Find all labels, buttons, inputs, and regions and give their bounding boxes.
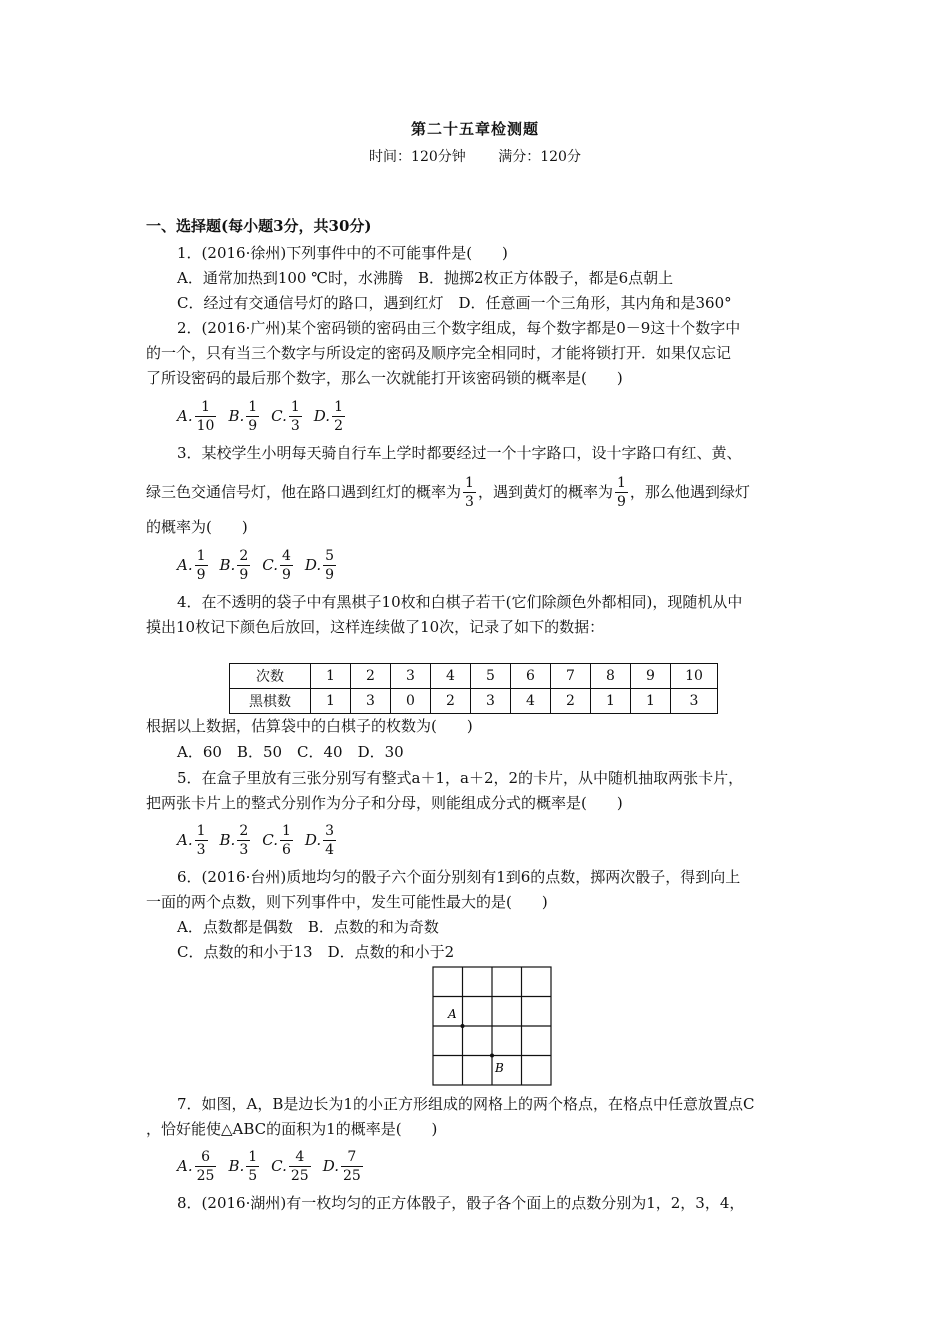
data-table bbox=[229, 663, 718, 714]
q2-line3: 了所设密码的最后那个数字，那么一次就能打开该密码锁的概率是( ) bbox=[146, 369, 623, 387]
q7-options bbox=[177, 1144, 375, 1188]
point-a bbox=[461, 1024, 465, 1028]
label-a: A bbox=[448, 1007, 457, 1021]
q6-line2: 一面的两个点数，则下列事件中，发生可能性最大的是( ) bbox=[146, 893, 548, 911]
q3-line2: 绿三色交通信号灯，他在路口遇到红灯的概率为 $\frac{1}{3}$ ，遇到黄灯的概率为 $\frac{1}{9}$ ，那么他遇到绿灯 bbox=[146, 474, 750, 510]
q1-stem: 1．(2016·徐州)下列事件中的不可能事件是( ) bbox=[177, 244, 508, 262]
table-cell: 1 bbox=[591, 689, 631, 714]
q7-line2: ，恰好能使△ABC的面积为1的概率是( ) bbox=[146, 1120, 438, 1138]
table-cell: 3 bbox=[351, 689, 391, 714]
table-cell: 5 bbox=[471, 664, 511, 689]
table-cell: 1 bbox=[311, 689, 351, 714]
q3-line3: 的概率为( ) bbox=[146, 518, 248, 536]
table-cell: 10 bbox=[671, 664, 718, 689]
q7-option-d: D. $\frac{7}{25}$ bbox=[322, 1148, 361, 1184]
exam-info bbox=[0, 146, 950, 166]
q6-options-cd: C．点数的和小于13 D．点数的和小于2 bbox=[177, 943, 455, 961]
q4-line3: 根据以上数据，估算袋中的白棋子的枚数为( ) bbox=[146, 717, 473, 735]
table-cell: 8 bbox=[591, 664, 631, 689]
table-cell: 1 bbox=[631, 689, 671, 714]
q7-option-c: C. $\frac{4}{25}$ bbox=[271, 1148, 309, 1184]
q5-line2: 把两张卡片上的整式分别作为分子和分母，则能组成分式的概率是( ) bbox=[146, 794, 623, 812]
time-limit: 时间：120分钟 bbox=[369, 149, 466, 165]
q2-options bbox=[177, 394, 357, 438]
table-cell: 黑棋数 bbox=[230, 689, 311, 714]
q4-line1: 4．在不透明的袋子中有黑棋子10枚和白棋子若干(它们除颜色外都相同)，现随机从中 bbox=[177, 593, 743, 611]
table-cell: 次数 bbox=[230, 664, 311, 689]
q6-options-ab: A．点数都是偶数 B．点数的和为奇数 bbox=[177, 918, 439, 936]
q2-option-d: D. $\frac{1}{2}$ bbox=[313, 398, 343, 434]
section-heading: 一、选择题(每小题3分，共30分) bbox=[146, 217, 372, 235]
q3-option-b: B. $\frac{2}{9}$ bbox=[219, 547, 249, 583]
q4-line2: 摸出10枚记下颜色后放回，这样连续做了10次，记录了如下的数据： bbox=[146, 618, 605, 636]
table-cell: 2 bbox=[551, 689, 591, 714]
q7-option-b: B. $\frac{1}{5}$ bbox=[228, 1148, 258, 1184]
q2-line2: 的一个，只有当三个数字与所设定的密码及顺序完全相同时，才能将锁打开．如果仅忘记 bbox=[146, 344, 732, 362]
q2-option-b: B. $\frac{1}{9}$ bbox=[228, 398, 258, 434]
q3-option-c: C. $\frac{4}{9}$ bbox=[262, 547, 291, 583]
q5-options bbox=[177, 818, 348, 862]
label-b: B bbox=[495, 1061, 504, 1075]
q4-options: A．60 B．50 C．40 D．30 bbox=[177, 743, 404, 761]
q2-option-c: C. $\frac{1}{3}$ bbox=[271, 398, 300, 434]
q8-line1: 8．(2016·湖州)有一枚均匀的正方体骰子，骰子各个面上的点数分别为1，2，3，4， bbox=[177, 1194, 745, 1212]
table-cell: 3 bbox=[471, 689, 511, 714]
table-cell: 6 bbox=[511, 664, 551, 689]
table-cell: 2 bbox=[351, 664, 391, 689]
q3-line1: 3．某校学生小明每天骑自行车上学时都要经过一个十字路口，设十字路口有红、黄、 bbox=[177, 444, 742, 462]
q2-option-a: A. $\frac{1}{10}$ bbox=[177, 398, 215, 434]
table-cell: 7 bbox=[551, 664, 591, 689]
q3-fraction-yellow: $\frac{1}{9}$ bbox=[616, 474, 626, 510]
table-cell: 0 bbox=[391, 689, 431, 714]
table-cell: 9 bbox=[631, 664, 671, 689]
table-cell: 4 bbox=[431, 664, 471, 689]
full-score: 满分：120分 bbox=[498, 149, 581, 165]
table-cell: 1 bbox=[311, 664, 351, 689]
q5-line1: 5．在盒子里放有三张分别写有整式a＋1，a＋2，2的卡片，从中随机抽取两张卡片， bbox=[177, 769, 744, 787]
table-cell: 2 bbox=[431, 689, 471, 714]
q3-option-a: A. $\frac{1}{9}$ bbox=[177, 547, 206, 583]
q5-option-b: B. $\frac{2}{3}$ bbox=[219, 822, 249, 858]
page-title: 第二十五章检测题 bbox=[410, 120, 539, 138]
point-b bbox=[490, 1054, 494, 1058]
q6-line1: 6．(2016·台州)质地均匀的骰子六个面分别刻有1到6的点数，掷两次骰子，得到向上 bbox=[177, 868, 741, 886]
table-cell: 3 bbox=[391, 664, 431, 689]
q5-option-c: C. $\frac{1}{6}$ bbox=[262, 822, 291, 858]
q1-options-cd: C．经过有交通信号灯的路口，遇到红灯 D．任意画一个三角形，其内角和是360° bbox=[177, 294, 732, 312]
q2-line1: 2．(2016·广州)某个密码锁的密码由三个数字组成，每个数字都是0－9这十个数字中 bbox=[177, 319, 741, 337]
q3-option-d: D. $\frac{5}{9}$ bbox=[304, 547, 335, 583]
q1-options-ab: A．通常加热到100 ℃时，水沸腾 B．抛掷2枚正方体骰子，都是6点朝上 bbox=[177, 269, 674, 287]
table-row bbox=[230, 689, 718, 714]
table-row bbox=[230, 664, 718, 689]
q3-fraction-red: $\frac{1}{3}$ bbox=[465, 474, 474, 510]
q5-option-a: A. $\frac{1}{3}$ bbox=[177, 822, 206, 858]
q7-option-a: A. $\frac{6}{25}$ bbox=[177, 1148, 215, 1184]
q3-options bbox=[177, 543, 348, 587]
q5-option-d: D. $\frac{3}{4}$ bbox=[304, 822, 335, 858]
grid-figure bbox=[432, 966, 554, 1088]
q7-line1: 7．如图，A，B是边长为1的小正方形组成的网格上的两个格点，在格点中任意放置点C bbox=[177, 1095, 755, 1113]
grid-lines bbox=[433, 967, 551, 1085]
table-cell: 4 bbox=[511, 689, 551, 714]
table-cell: 3 bbox=[671, 689, 718, 714]
